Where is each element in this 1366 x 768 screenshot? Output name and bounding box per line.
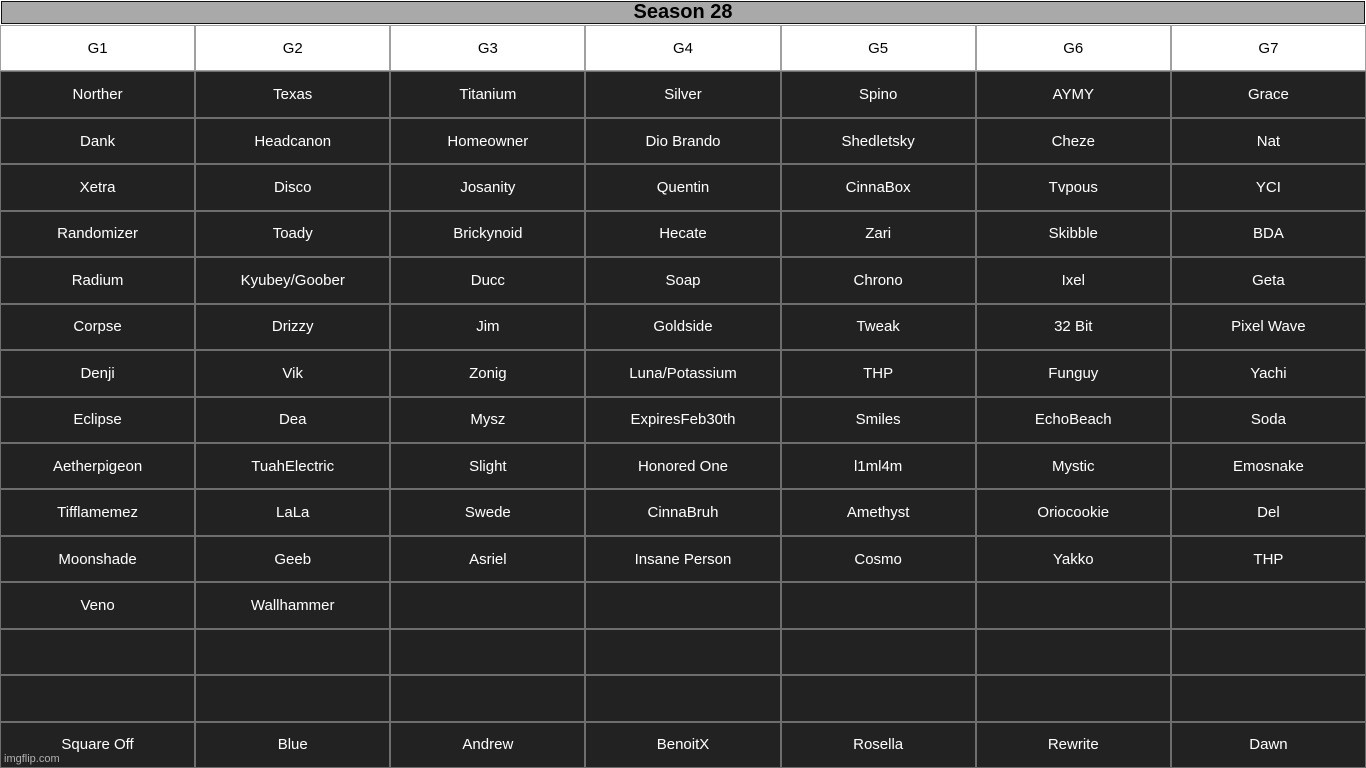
table-cell: Oriocookie xyxy=(976,489,1171,535)
column-header: G3 xyxy=(390,25,585,71)
table-cell xyxy=(976,582,1171,628)
column-header: G1 xyxy=(0,25,195,71)
table-cell: Grace xyxy=(1171,71,1366,117)
table-cell: Geta xyxy=(1171,257,1366,303)
table-cell: l1ml4m xyxy=(781,443,976,489)
table-cell: Headcanon xyxy=(195,118,390,164)
table-cell: Cheze xyxy=(976,118,1171,164)
column-header: G7 xyxy=(1171,25,1366,71)
table-cell: Brickynoid xyxy=(390,211,585,257)
table-cell: Square Off xyxy=(0,722,195,768)
table-cell: Ixel xyxy=(976,257,1171,303)
table-cell: Hecate xyxy=(585,211,780,257)
table-cell: Vik xyxy=(195,350,390,396)
table-cell: Denji xyxy=(0,350,195,396)
table-cell: Honored One xyxy=(585,443,780,489)
table-cell: Corpse xyxy=(0,304,195,350)
column-header: G2 xyxy=(195,25,390,71)
table-cell: Zonig xyxy=(390,350,585,396)
table-cell: Tvpous xyxy=(976,164,1171,210)
table-cell: Veno xyxy=(0,582,195,628)
table-cell: Mysz xyxy=(390,397,585,443)
table-cell: Luna/Potassium xyxy=(585,350,780,396)
table-cell xyxy=(781,582,976,628)
table-cell: Homeowner xyxy=(390,118,585,164)
table-cell: Dea xyxy=(195,397,390,443)
table-cell: BenoitX xyxy=(585,722,780,768)
table-cell: Norther xyxy=(0,71,195,117)
table-cell xyxy=(390,675,585,721)
table-cell: Rosella xyxy=(781,722,976,768)
season-title: Season 28 xyxy=(1,1,1365,24)
table-cell: Moonshade xyxy=(0,536,195,582)
table-cell xyxy=(585,675,780,721)
table-cell: EchoBeach xyxy=(976,397,1171,443)
table-cell: Nat xyxy=(1171,118,1366,164)
table-cell: Del xyxy=(1171,489,1366,535)
table-cell: Texas xyxy=(195,71,390,117)
table-cell xyxy=(976,629,1171,675)
table-cell: Zari xyxy=(781,211,976,257)
table-cell: Spino xyxy=(781,71,976,117)
table-cell: Soda xyxy=(1171,397,1366,443)
table-cell xyxy=(390,629,585,675)
table-cell: Goldside xyxy=(585,304,780,350)
table-cell: CinnaBox xyxy=(781,164,976,210)
table-cell: Swede xyxy=(390,489,585,535)
table-cell: LaLa xyxy=(195,489,390,535)
table-cell: THP xyxy=(1171,536,1366,582)
table-cell: Randomizer xyxy=(0,211,195,257)
table-cell: Cosmo xyxy=(781,536,976,582)
table-cell xyxy=(781,629,976,675)
table-cell: Shedletsky xyxy=(781,118,976,164)
column-header: G5 xyxy=(781,25,976,71)
column-header: G6 xyxy=(976,25,1171,71)
table-cell: Blue xyxy=(195,722,390,768)
table-cell: Soap xyxy=(585,257,780,303)
table-cell: Drizzy xyxy=(195,304,390,350)
column-header: G4 xyxy=(585,25,780,71)
table-cell: Dawn xyxy=(1171,722,1366,768)
table-cell xyxy=(781,675,976,721)
table-cell: Titanium xyxy=(390,71,585,117)
table-cell: Josanity xyxy=(390,164,585,210)
table-cell: ExpiresFeb30th xyxy=(585,397,780,443)
table-cell: Wallhammer xyxy=(195,582,390,628)
table-cell: Tweak xyxy=(781,304,976,350)
table-cell: Aetherpigeon xyxy=(0,443,195,489)
table-cell: TuahElectric xyxy=(195,443,390,489)
table-cell: Toady xyxy=(195,211,390,257)
table-cell xyxy=(585,582,780,628)
table-cell: Kyubey/Goober xyxy=(195,257,390,303)
table-cell: Quentin xyxy=(585,164,780,210)
table-cell: Dio Brando xyxy=(585,118,780,164)
table-cell xyxy=(195,675,390,721)
table-cell: YCI xyxy=(1171,164,1366,210)
table-cell: Radium xyxy=(0,257,195,303)
table-cell: Pixel Wave xyxy=(1171,304,1366,350)
table-cell: Dank xyxy=(0,118,195,164)
table-cell xyxy=(390,582,585,628)
table-cell: Tifflamemez xyxy=(0,489,195,535)
table-cell: BDA xyxy=(1171,211,1366,257)
group-grid xyxy=(0,25,1366,768)
table-cell: Funguy xyxy=(976,350,1171,396)
table-cell: Xetra xyxy=(0,164,195,210)
table-cell: THP xyxy=(781,350,976,396)
watermark: imgflip.com xyxy=(4,753,60,765)
table-cell: Emosnake xyxy=(1171,443,1366,489)
table-cell: 32 Bit xyxy=(976,304,1171,350)
table-cell xyxy=(585,629,780,675)
table-cell: Eclipse xyxy=(0,397,195,443)
table-cell: Yachi xyxy=(1171,350,1366,396)
table-cell: Disco xyxy=(195,164,390,210)
table-cell: Slight xyxy=(390,443,585,489)
table-cell: Rewrite xyxy=(976,722,1171,768)
table-cell: Geeb xyxy=(195,536,390,582)
table-cell: CinnaBruh xyxy=(585,489,780,535)
table-cell xyxy=(0,629,195,675)
table-cell: Ducc xyxy=(390,257,585,303)
table-cell: Smiles xyxy=(781,397,976,443)
table-cell xyxy=(1171,629,1366,675)
table-cell: Yakko xyxy=(976,536,1171,582)
table-cell: Andrew xyxy=(390,722,585,768)
table-cell xyxy=(1171,675,1366,721)
table-cell xyxy=(195,629,390,675)
table-cell xyxy=(0,675,195,721)
table-cell: AYMY xyxy=(976,71,1171,117)
table-cell: Mystic xyxy=(976,443,1171,489)
table-cell: Chrono xyxy=(781,257,976,303)
table-cell: Amethyst xyxy=(781,489,976,535)
table-cell: Jim xyxy=(390,304,585,350)
table-cell: Silver xyxy=(585,71,780,117)
table-cell: Skibble xyxy=(976,211,1171,257)
table-cell: Asriel xyxy=(390,536,585,582)
table-cell xyxy=(976,675,1171,721)
table-cell xyxy=(1171,582,1366,628)
table-cell: Insane Person xyxy=(585,536,780,582)
